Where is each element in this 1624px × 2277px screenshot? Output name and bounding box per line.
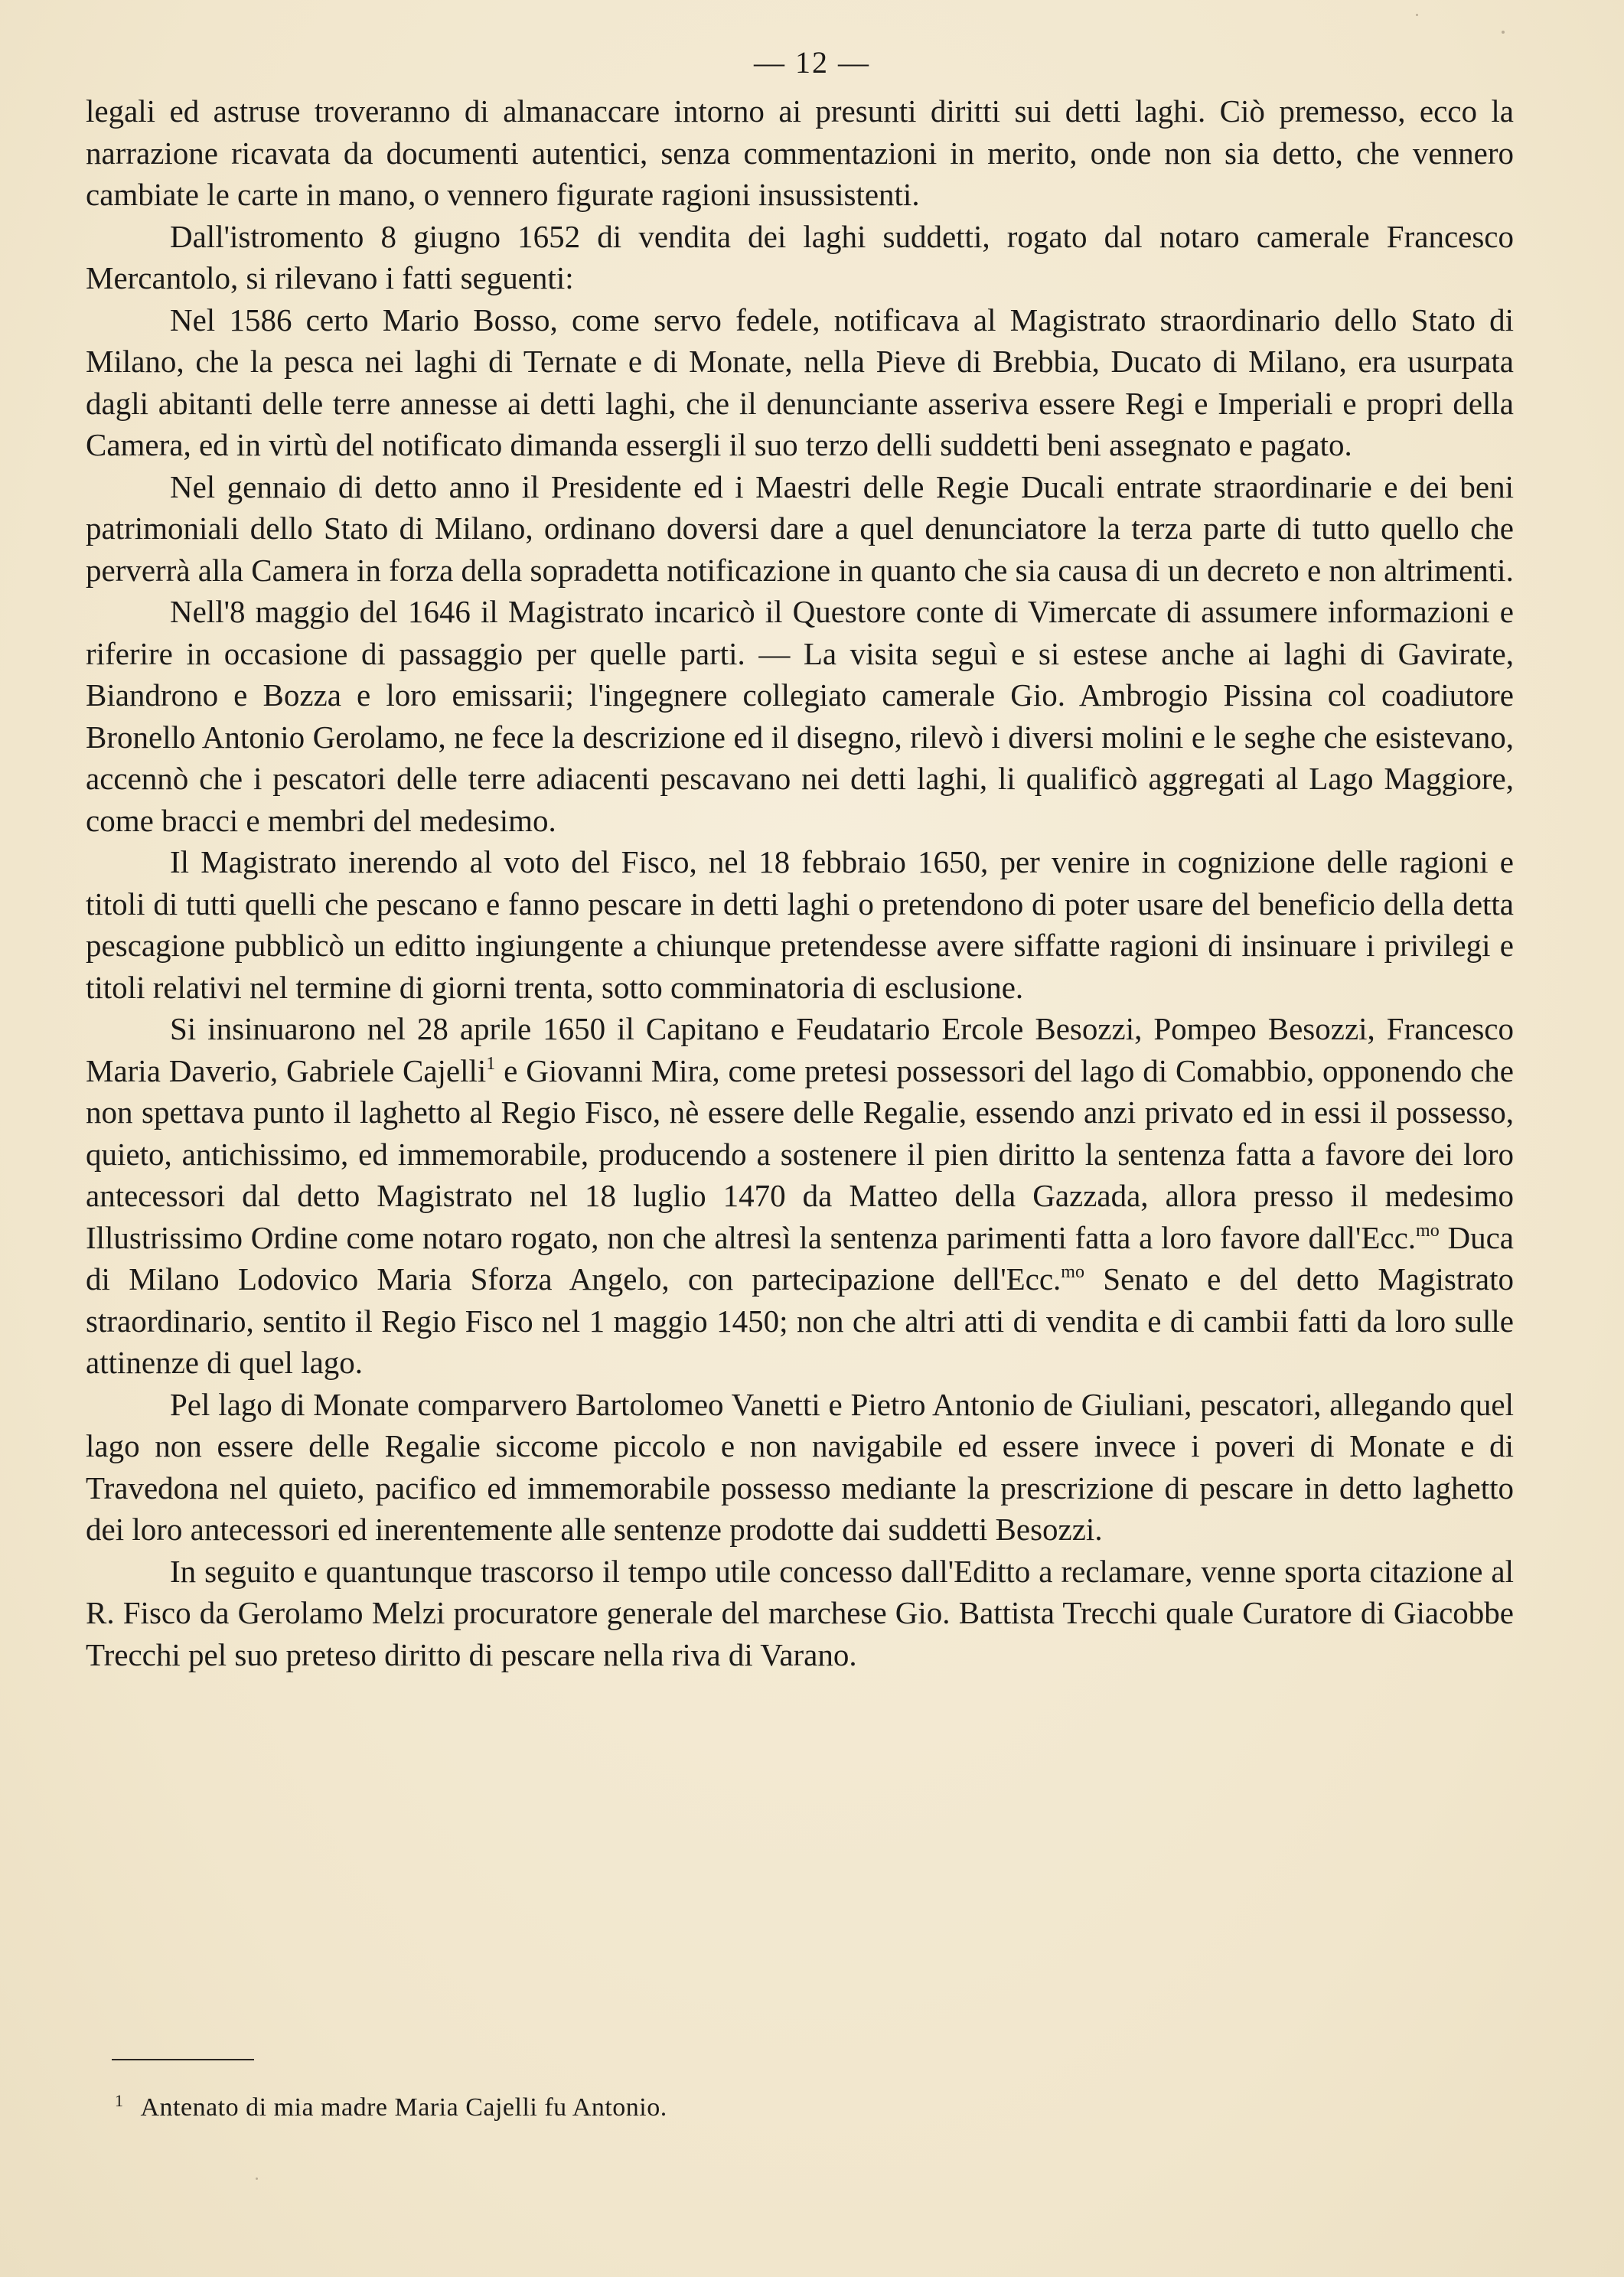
footnote-divider <box>112 2059 254 2060</box>
paper-speck <box>256 2178 258 2180</box>
paragraph-7-text-d: Senato e del detto Magistrato straordinario, sentito il Regio Fisco nel 1 maggio 1450; non che altri atti di vendita e di cambii fatti da loro sulle attinenze di quel lago. <box>86 1261 1514 1380</box>
footnote-mark: 1 <box>115 2091 124 2110</box>
paragraph-3: Nel 1586 certo Mario Bosso, come servo fedele, notificava al Magistrato straordinario dello Stato di Milano, che la pesca nei laghi di Ternate e di Monate, nella Pieve di Brebbia, Ducato di Milano, era usurpata dagli abitanti delle terre annesse ai detti laghi, che il denunciante asseriva essere Regi e Imperiali e propri della Camera, ed in virtù del notificato dimanda essergli il suo terzo delli suddetti beni assegnato e pagato. <box>86 302 1514 462</box>
paragraph-9: In seguito e quantunque trascorso il tempo utile concesso dall'Editto a reclamare, venne sporta citazione al R. Fisco da Gerolamo Melzi procuratore generale del marchese Gio. Battista Trecchi quale Curatore di Giacobbe Trecchi pel suo preteso diritto di pescare nella riva di Varano. <box>86 1553 1514 1672</box>
footnote <box>115 2092 1492 2124</box>
paragraph-7-text-c: Duca di Milano Lodovico Maria Sforza Angelo, con partecipazione dell'Ecc. <box>86 1219 1514 1297</box>
paragraph-1: legali ed astruse troveranno di almanaccare intorno ai presunti diritti sui detti laghi. Ciò premesso, ecco la narrazione ricavata da documenti autentici, senza commentazioni in merito, onde non sia detto, che vennero cambiate le carte in mano, o vennero figurate ragioni insussistenti. <box>86 93 1514 212</box>
paragraph-7-text-b: e Giovanni Mira, come pretesi possessori del lago di Comabbio, opponendo che non spettava punto il laghetto al Regio Fisco, nè essere delle Regalie, essendo anzi privato ed in essi il possesso, quieto, antichissimo, ed immemorabile, producendo a sostenere il pien diritto la sentenza fatta a favore dei loro antecessori dal detto Magistrato nel 18 luglio 1470 da Matteo della Gazzada, allora presso il medesimo Illustrissimo Ordine come notaro rogato, non che altresì la sentenza parimenti fatta a loro favore dall'Ecc. <box>86 1052 1514 1255</box>
paper-speck <box>1502 31 1505 34</box>
paragraph-8: Pel lago di Monate comparvero Bartolomeo Vanetti e Pietro Antonio de Giuliani, pescatori, allegando quel lago non essere delle Regalie siccome piccolo e non navigabile ed essere invece i poveri di Monate e di Travedona nel quieto, pacifico ed immemorabile possesso mediante la prescrizione di pescare in detto laghetto dei loro antecessori ed inerentemente alle sentenze prodotte dai suddetti Besozzi. <box>86 1386 1514 1547</box>
abbreviation-superscript: mo <box>1416 1220 1440 1241</box>
footnote-reference: 1 <box>486 1053 496 1074</box>
abbreviation-superscript: mo <box>1061 1262 1084 1282</box>
paragraph-4: Nel gennaio di detto anno il Presidente ed i Maestri delle Regie Ducali entrate straordinarie e dei beni patrimoniali dello Stato di Milano, ordinano doversi dare a quel denunciatore la terza parte di tutto quello che perverrà alla Camera in forza della sopradetta notificazione in quanto che sia causa di un decreto e non altrimenti. <box>86 468 1514 588</box>
paragraph-2: Dall'istromento 8 giugno 1652 di vendita dei laghi suddetti, rogato dal notaro camerale Francesco Mercantolo, si rilevano i fatti seguenti: <box>86 218 1514 295</box>
footnote-text: Antenato di mia madre Maria Cajelli fu Antonio. <box>140 2093 667 2122</box>
page-number: — 12 — <box>754 45 870 80</box>
paragraph-7-text-a: Si insinuarono nel 28 aprile 1650 il Capitano e Feudatario Ercole Besozzi, Pompeo Besozzi, Francesco Maria Daverio, Gabriele Cajelli <box>86 1011 1514 1088</box>
paragraph-6: Il Magistrato inerendo al voto del Fisco, nel 18 febbraio 1650, per venire in cognizione delle ragioni e titoli di tutti quelli che pescano e fanno pescare in detti laghi o pretendono di poter usare del beneficio della detta pescagione pubblicò un editto ingiungente a chiunque pretendesse avere siffatte ragioni di insinuare i privilegi e titoli relativi nel termine di giorni trenta, sotto comminatoria di esclusione. <box>86 844 1514 1005</box>
paper-speck <box>1416 14 1418 16</box>
paragraph-7 <box>86 1008 1514 1384</box>
body-text <box>86 90 1514 1675</box>
paragraph-5: Nell'8 maggio del 1646 il Magistrato incaricò il Questore conte di Vimercate di assumere informazioni e riferire in occasione di passaggio per quelle parti. — La visita seguì e si estese anche ai laghi di Gavirate, Biandrono e Bozza e loro emissarii; l'ingegnere collegiato camerale Gio. Ambrogio Pissina col coadiutore Bronello Antonio Gerolamo, ne fece la descrizione ed il disegno, rilevò i diversi molini e le seghe che esistevano, accennò che i pescatori delle terre adiacenti pescavano nei detti laghi, li qualificò aggregati al Lago Maggiore, come bracci e membri del medesimo. <box>86 594 1514 838</box>
